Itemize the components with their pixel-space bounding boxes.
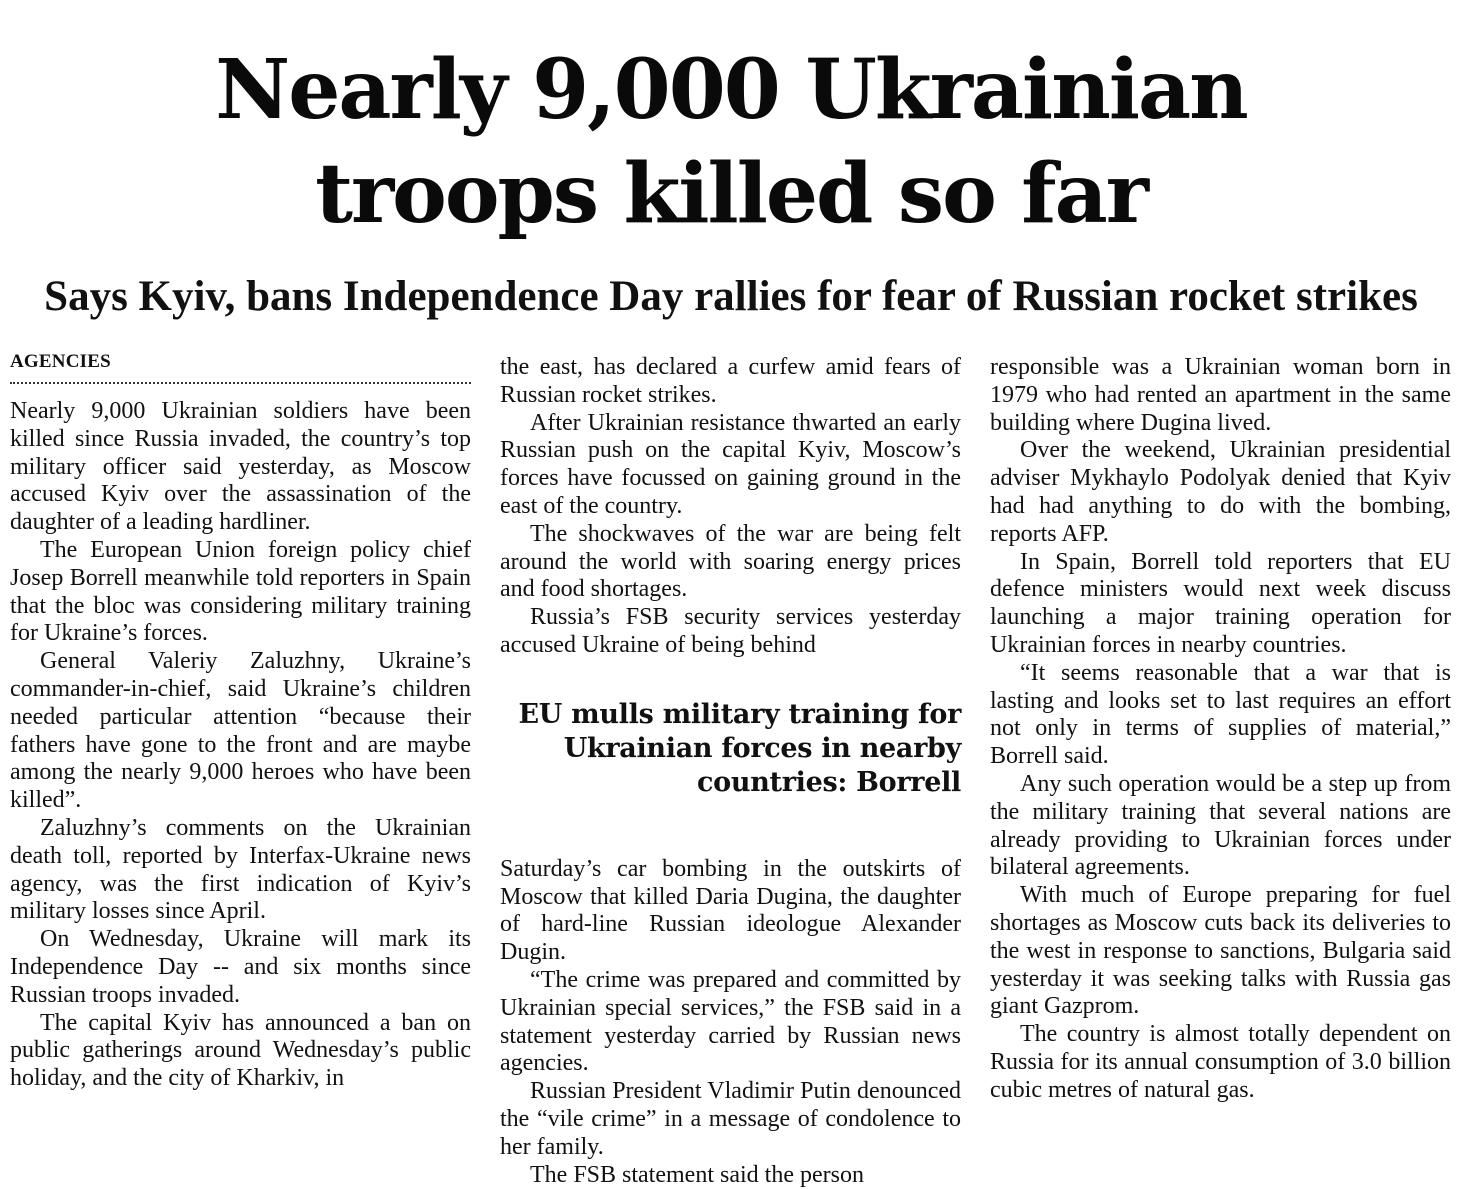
article-column-3 — [990, 354, 1451, 1164]
paragraph: responsible was a Ukrainian woman born in 1979 who had rented an apartment in the same building where Dugina lived. — [990, 354, 1451, 436]
paragraph: General Valeriy Zaluzhny, Ukraine’s commander-in-chief, said Ukraine’s children needed particular attention “because their fathers have gone to the front and are maybe among the nearly 9,000 heroes who have been killed”. — [10, 648, 471, 814]
paragraph: “It seems reasonable that a war that is lasting and looks set to last requires an effort not only in terms of supplies of material,” Borrell said. — [990, 659, 1451, 770]
paragraph: The European Union foreign policy chief Josep Borrell meanwhile told reporters in Spain that the bloc was considering military training for Ukraine’s forces. — [10, 536, 471, 647]
article-column-1 — [10, 352, 471, 1162]
paragraph: Zaluzhny’s comments on the Ukrainian death toll, reported by Interfax-Ukraine news agency, was the first indication of Kyiv’s military losses since April. — [10, 814, 471, 925]
paragraph: The FSB statement said the person — [530, 1161, 864, 1188]
article-column-2 — [500, 354, 961, 1188]
paragraph: “The crime was prepared and committed by Ukrainian special services,” the FSB said in a statement yesterday carried by Russian news agencies. — [500, 966, 961, 1077]
paragraph: Over the weekend, Ukrainian presidential adviser Mykhaylo Podolyak denied that Kyiv had had anything to do with the bombing, reports AFP. — [990, 437, 1451, 547]
paragraph: The capital Kyiv has announced a ban on public gatherings around Wednesday’s public holiday, and the city of Kharkiv, in — [10, 1009, 471, 1092]
pull-quote: EU mulls military training for Ukrainian forces in nearby countries: Borrell — [518, 698, 961, 798]
headline-line-2: troops killed so far — [315, 146, 1147, 242]
paragraph: Russian President Vladimir Putin denounced the “vile crime” in a message of condolence to her family. — [500, 1078, 961, 1160]
paragraph: Any such operation would be a step up from the military training that several nations are already providing to Ukrainian forces under bilateral agreements. — [990, 770, 1451, 881]
paragraph: After Ukrainian resistance thwarted an early Russian push on the capital Kyiv, Moscow’s forces have focussed on gaining ground in the east of the country. — [500, 409, 961, 519]
paragraph: Saturday’s car bombing in the outskirts of Moscow that killed Daria Dugina, the daughter of hard-line Russian ideologue Alexander Dugin. — [500, 855, 961, 966]
article-headline — [0, 38, 1462, 246]
paragraph: With much of Europe preparing for fuel shortages as Moscow cuts back its deliveries to the west in response to sanctions, Bulgaria said yesterday it was seeking talks with Russia gas giant Gazprom. — [990, 882, 1451, 1020]
paragraph: the east, has declared a curfew amid fears of Russian rocket strikes. — [500, 354, 961, 408]
paragraph: In Spain, Borrell told reporters that EU defence ministers would next week discuss launching a major training operation for Ukrainian forces in nearby countries. — [990, 548, 1451, 658]
paragraph: Russia’s FSB security services yesterday accused Ukraine of being behind — [500, 604, 961, 658]
paragraph: Nearly 9,000 Ukrainian soldiers have been killed since Russia invaded, the country’s top military officer said yesterday, as Moscow accused Kyiv over the assassination of the daughter of a leading hardliner. — [10, 398, 471, 536]
paragraph: On Wednesday, Ukraine will mark its Independence Day -- and six months since Russian troops invaded. — [10, 926, 471, 1008]
paragraph: The shockwaves of the war are being felt around the world with soaring energy prices and food shortages. — [500, 520, 961, 603]
headline-line-1: Nearly 9,000 Ukrainian — [215, 42, 1247, 138]
paragraph: The country is almost totally dependent on Russia for its annual consumption of 3.0 billion cubic metres of natural gas. — [990, 1021, 1451, 1103]
article-subheadline: Says Kyiv, bans Independence Day rallies for fear of Russian rocket strikes — [44, 273, 1418, 320]
byline: AGENCIES — [10, 352, 471, 384]
